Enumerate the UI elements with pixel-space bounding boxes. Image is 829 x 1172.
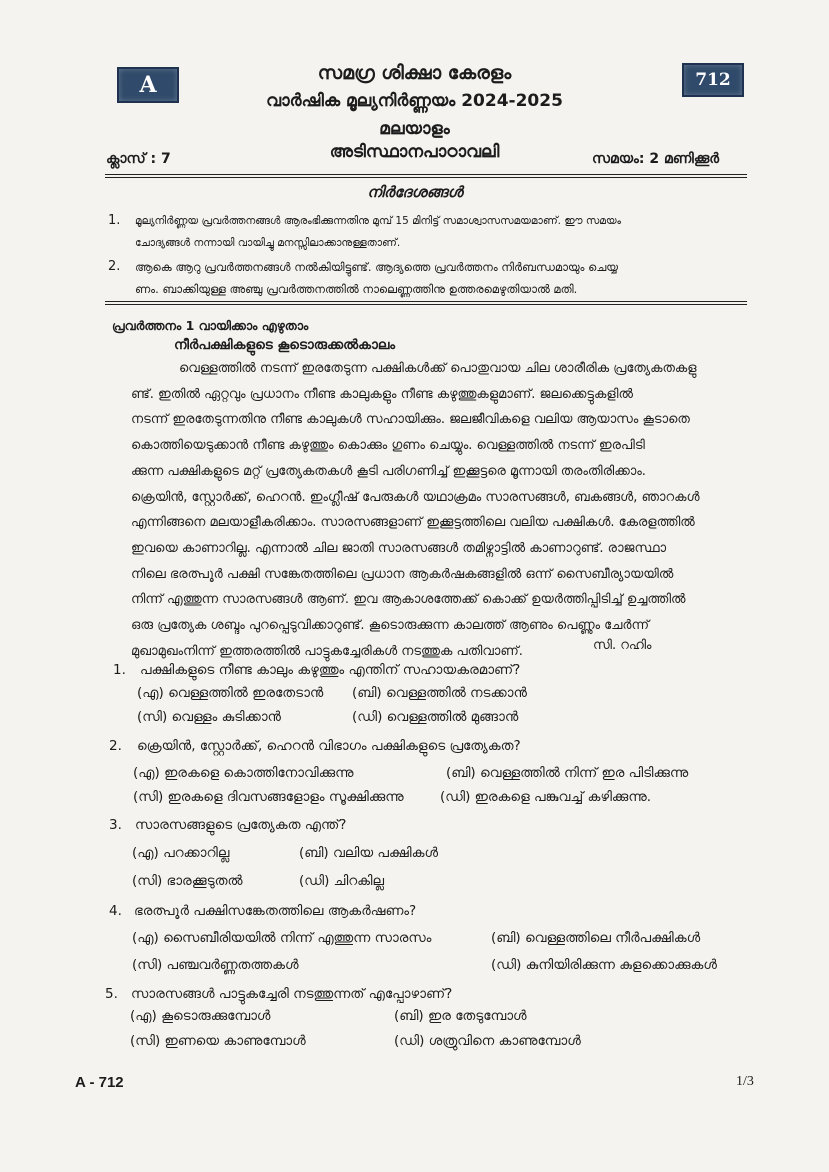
question-5-number: 5. bbox=[105, 986, 118, 1002]
question-2-option-d: (ഡി) ഇരകളെ പങ്കുവച്ച് കഴിക്കുന്നു. bbox=[440, 789, 652, 805]
question-4-option-d: (ഡി) കുനിയിരിക്കുന്ന കുളക്കൊക്കുകൾ bbox=[491, 957, 717, 973]
question-3-option-c: (സി) ഭാരക്കൂടുതൽ bbox=[132, 873, 243, 889]
question-1-option-c: (സി) വെള്ളം കുടിക്കാൻ bbox=[137, 709, 281, 725]
question-5-option-d: (ഡി) ശത്രുവിനെ കാണുമ്പോൾ bbox=[394, 1033, 581, 1049]
passage-line: ഇവയെ കാണാറില്ല. എന്നാൽ ചില ജാതി സാരസങ്ങൾ തമിഴ്നാട്ടിൽ കാണാറുണ്ട്. രാജസ്ഥാ bbox=[131, 540, 667, 556]
question-1-option-a: (എ) വെള്ളത്തിൽ ഇരതേടാൻ bbox=[137, 685, 324, 701]
instructions-divider bbox=[105, 301, 747, 302]
footer-code: A - 712 bbox=[75, 1074, 124, 1091]
question-3-text: സാരസങ്ങളുടെ പ്രത്യേകത എന്ത്? bbox=[135, 817, 347, 833]
passage-line: നിന്ന് എത്തുന്ന സാരസങ്ങൾ ആണ്. ഇവ ആകാശത്തേക്ക് കൊക്ക് ഉയർത്തിപ്പിടിച്ച് ഉച്ചത്തിൽ bbox=[131, 592, 686, 608]
paper-code-badge: 712 bbox=[682, 63, 744, 97]
page-number: 1/3 bbox=[736, 1074, 754, 1089]
question-3-option-b: (ബി) വലിയ പക്ഷികൾ bbox=[299, 845, 439, 861]
instruction-1-line-1: മൂല്യനിർണ്ണയ പ്രവർത്തനങ്ങൾ ആരംഭിക്കുന്നതിനു മുമ്പ് 15 മിനിട്ട് സമാശ്വാസസമയമാണ്. ഈ സമയം bbox=[135, 215, 622, 227]
question-5-text: സാരസങ്ങൾ പാട്ടുകച്ചേരി നടത്തുന്നത് എപ്പോഴാണ്? bbox=[131, 986, 453, 1002]
question-5-option-a: (എ) കൂടൊരുക്കുമ്പോൾ bbox=[130, 1008, 271, 1024]
passage-line: മുഖാമുഖംനിന്ന് ഇത്തരത്തിൽ പാട്ടുകച്ചേരികൾ നടത്തുക പതിവാണ്. bbox=[131, 643, 523, 659]
question-3-option-a: (എ) പറക്കാറില്ല bbox=[132, 845, 230, 861]
header-divider bbox=[105, 174, 747, 175]
question-2-text: ക്രെയിൻ, സ്റ്റോർക്ക്, ഹെറൻ വിഭാഗം പക്ഷികളുടെ പ്രത്യേകത? bbox=[137, 738, 521, 754]
question-2-number: 2. bbox=[109, 738, 122, 754]
question-2-option-a: (എ) ഇരകളെ കൊത്തിനോവിക്കുന്നു bbox=[133, 765, 354, 781]
subject-title: മലയാളം bbox=[379, 119, 450, 139]
question-5-option-b: (ബി) ഇര തേടുമ്പോൾ bbox=[394, 1008, 527, 1024]
instructions-heading: നിർദേശങ്ങൾ bbox=[367, 183, 463, 201]
question-4-option-c: (സി) പഞ്ചവർണ്ണതത്തകൾ bbox=[132, 957, 299, 973]
instruction-2-line-2: ണം. ബാക്കിയുള്ള അഞ്ചു പ്രവർത്തനത്തിൽ നാലെണ്ണത്തിനു ഉത്തരമെഴുതിയാൽ മതി. bbox=[135, 282, 578, 296]
question-3-number: 3. bbox=[109, 817, 122, 833]
passage-line: ഒരു പ്രത്യേക ശബ്ദം പുറപ്പെടുവിക്കാറുണ്ട്. കൂടൊരുക്കുന്ന കാലത്ത് ആണും പെണ്ണും ചേർന്ന് bbox=[131, 618, 650, 634]
passage-line: ക്കുന്ന പക്ഷികളുടെ മറ്റ് പ്രത്യേകതകൾ കൂടി പരിഗണിച്ച് ഇക്കൂട്ടരെ മൂന്നായി തരംതിരിക്കാം. bbox=[131, 463, 646, 479]
subtitle: അടിസ്ഥാനപാഠാവലി bbox=[329, 142, 500, 162]
exam-title: വാർഷിക മൂല്യനിർണ്ണയം 2024-2025 bbox=[266, 91, 563, 111]
question-2-option-c: (സി) ഇരകളെ ദിവസങ്ങളോളം സൂക്ഷിക്കുന്നു bbox=[133, 789, 404, 805]
instruction-1-line-2: ചോദ്യങ്ങൾ നന്നായി വായിച്ചു മനസ്സിലാക്കാനുള്ളതാണ്. bbox=[135, 237, 401, 249]
passage-line: ണ്ട്. ഇതിൽ ഏറ്റവും പ്രധാനം നീണ്ട കാലുകളും നീണ്ട കഴുത്തുകളുമാണ്. ജലക്കെട്ടുകളിൽ bbox=[131, 386, 633, 402]
paper-set-badge: A bbox=[117, 67, 179, 103]
question-1-option-b: (ബി) വെള്ളത്തിൽ നടക്കാൻ bbox=[352, 685, 527, 701]
time-label: സമയം: 2 മണിക്കൂർ bbox=[592, 151, 720, 167]
passage-title: നീർപക്ഷികളുടെ കൂടൊരുക്കൽകാലം bbox=[174, 337, 396, 353]
class-label: ക്ലാസ് : 7 bbox=[106, 151, 171, 167]
instruction-2-line-1: ആകെ ആറു പ്രവർത്തനങ്ങൾ നൽകിയിട്ടുണ്ട്. ആദ്യത്തെ പ്രവർത്തനം നിർബന്ധമായും ചെയ്യ bbox=[135, 260, 619, 274]
page-title: സമഗ്ര ശിക്ഷാ കേരളം bbox=[317, 62, 512, 84]
question-2-option-b: (ബി) വെള്ളത്തിൽ നിന്ന് ഇര പിടിക്കുന്നു bbox=[446, 765, 689, 781]
instructions-divider-2 bbox=[105, 304, 747, 305]
activity-heading: പ്രവർത്തനം 1 വായിക്കാം എഴുതാം bbox=[112, 318, 309, 333]
question-5-option-c: (സി) ഇണയെ കാണുമ്പോൾ bbox=[130, 1033, 306, 1049]
passage-line: എന്നിങ്ങനെ മലയാളീകരിക്കാം. സാരസങ്ങളാണ് ഇക്കൂട്ടത്തിലെ വലിയ പക്ഷികൾ. കേരളത്തിൽ bbox=[131, 515, 695, 531]
question-1-text: പക്ഷികളുടെ നീണ്ട കാലും കഴുത്തും എന്തിന് സഹായകരമാണ്? bbox=[140, 662, 521, 678]
question-4-option-b: (ബി) വെള്ളത്തിലെ നീർപക്ഷികൾ bbox=[491, 930, 701, 946]
instruction-2-number: 2. bbox=[108, 259, 121, 274]
question-3-option-d: (ഡി) ചിറകില്ല bbox=[299, 873, 384, 889]
passage-line: ക്രെയിൻ, സ്റ്റോർക്ക്, ഹെറൻ. ഇംഗ്ലീഷ് പേരുകൾ യഥാക്രമം സാരസങ്ങൾ, ബകങ്ങൾ, ഞാറകൾ bbox=[131, 489, 700, 505]
passage-line: നിലെ ഭരത്പൂർ പക്ഷി സങ്കേതത്തിലെ പ്രധാന ആകർഷകങ്ങളിൽ ഒന്ന് സൈബീര്യായയിൽ bbox=[131, 566, 674, 582]
question-4-option-a: (എ) സൈബീരിയയിൽ നിന്ന് എത്തുന്ന സാരസം bbox=[132, 930, 432, 946]
passage bbox=[131, 356, 731, 664]
question-4-text: ഭരത്പൂർ പക്ഷിസങ്കേതത്തിലെ ആകർഷണം? bbox=[134, 903, 417, 919]
instruction-1-number: 1. bbox=[108, 213, 121, 228]
header-divider-2 bbox=[105, 177, 747, 178]
question-1-number: 1. bbox=[113, 662, 126, 678]
question-1-option-d: (ഡി) വെള്ളത്തിൽ മുങ്ങാൻ bbox=[352, 709, 519, 725]
passage-line: നടന്ന് ഇരതേടുന്നതിനു നീണ്ട കാലുകൾ സഹായിക്കും. ജലജീവികളെ വലിയ ആയാസം കൂടാതെ bbox=[131, 412, 690, 428]
passage-line: കൊത്തിയെടുക്കാൻ നീണ്ട കഴുത്തും കൊക്കും ഗുണം ചെയ്യും. വെള്ളത്തിൽ നടന്ന് ഇരപിടി bbox=[131, 438, 645, 454]
passage-line: വെള്ളത്തിൽ നടന്ന് ഇരതേടുന്ന പക്ഷികൾക്ക് പൊതുവായ ചില ശാരീരിക പ്രത്യേകതകളു bbox=[179, 361, 697, 376]
question-4-number: 4. bbox=[109, 903, 122, 919]
passage-author: സി. റഹിം bbox=[593, 638, 652, 653]
